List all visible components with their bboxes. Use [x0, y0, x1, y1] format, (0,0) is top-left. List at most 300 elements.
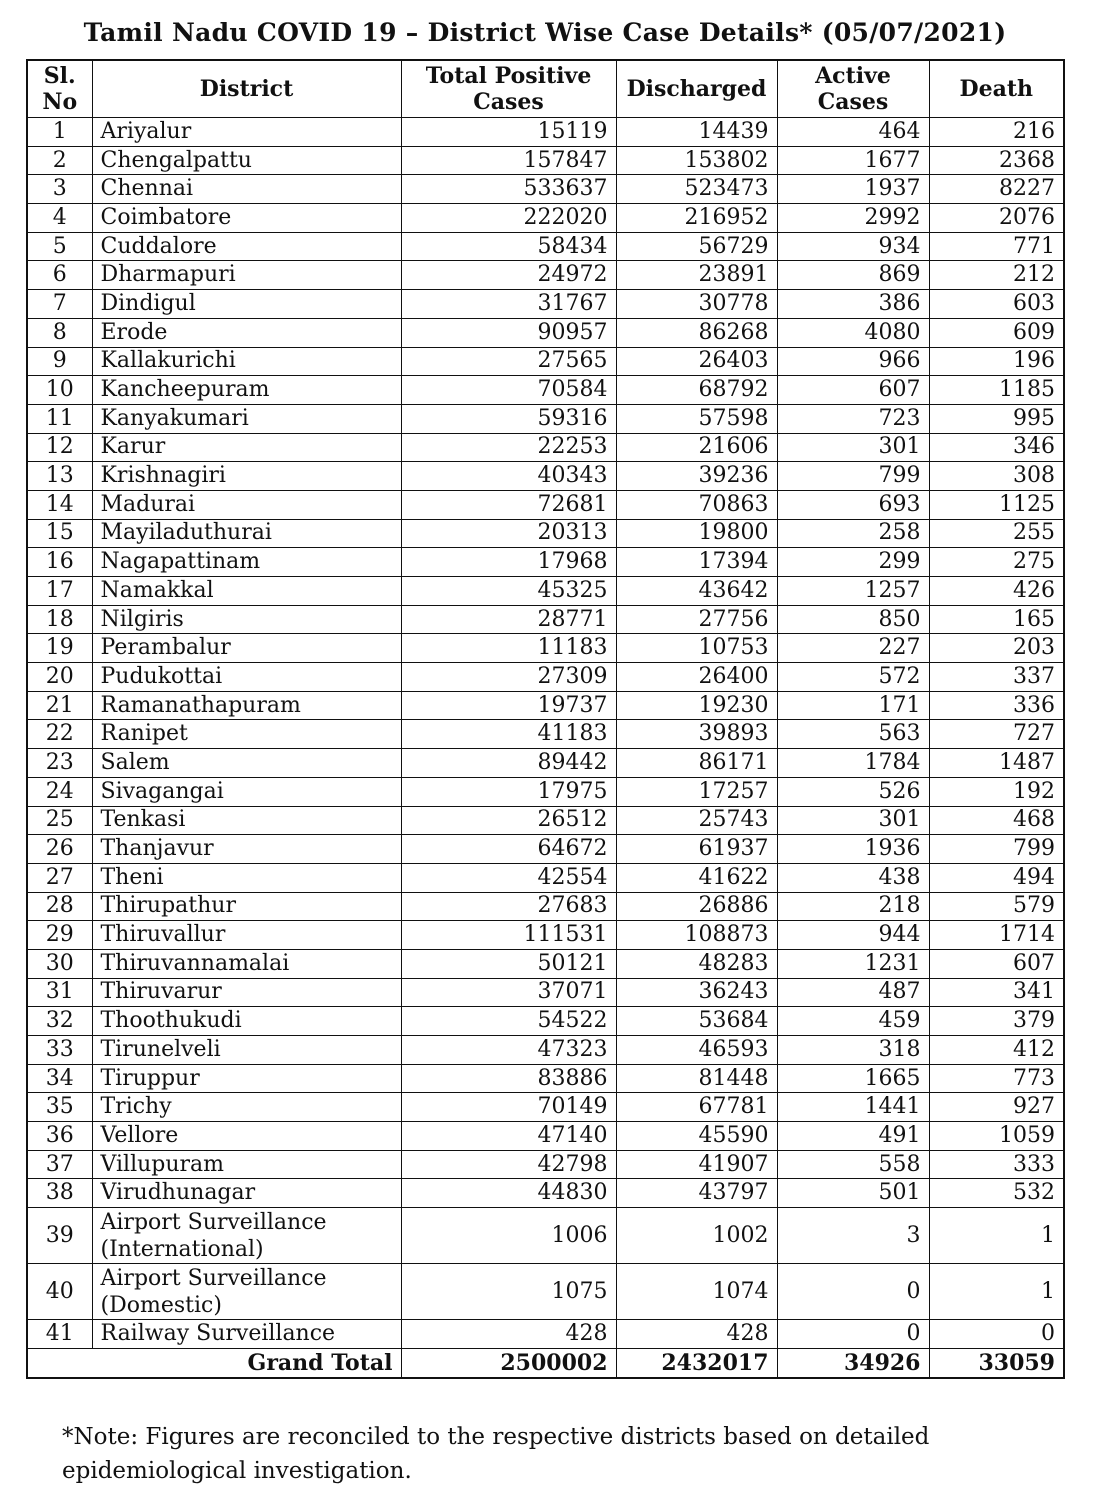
- cell-active: 526: [777, 777, 929, 806]
- table-row: [27, 892, 1064, 921]
- cell-sl-no: 37: [27, 1150, 92, 1179]
- cell-discharged: 19230: [616, 691, 777, 720]
- cell-total-positive: 15119: [401, 118, 616, 147]
- cell-district: Nilgiris: [92, 605, 401, 634]
- cell-death: 1714: [929, 921, 1064, 950]
- cell-sl-no: 22: [27, 720, 92, 749]
- cell-total-positive: 157847: [401, 146, 616, 175]
- cell-discharged: 86171: [616, 749, 777, 778]
- cell-total-positive: 58434: [401, 232, 616, 261]
- cell-death: 773: [929, 1064, 1064, 1093]
- table-row: [27, 1179, 1064, 1208]
- cell-death: 426: [929, 577, 1064, 606]
- cell-sl-no: 33: [27, 1036, 92, 1065]
- cell-active: 318: [777, 1036, 929, 1065]
- cell-discharged: 27756: [616, 605, 777, 634]
- cell-death: 341: [929, 978, 1064, 1007]
- cell-death: 212: [929, 261, 1064, 290]
- cell-discharged: 45590: [616, 1122, 777, 1151]
- cell-sl-no: 15: [27, 519, 92, 548]
- cell-district: Cuddalore: [92, 232, 401, 261]
- cell-discharged: 17394: [616, 548, 777, 577]
- cell-total-positive: 41183: [401, 720, 616, 749]
- cell-sl-no: 3: [27, 175, 92, 204]
- page-title: Tamil Nadu COVID 19 – District Wise Case Details* (05/07/2021): [83, 18, 1007, 47]
- cell-total-positive: 22253: [401, 433, 616, 462]
- table-row: [27, 1208, 1064, 1264]
- cell-total-positive: 54522: [401, 1007, 616, 1036]
- cell-death: 579: [929, 892, 1064, 921]
- cell-sl-no: 23: [27, 749, 92, 778]
- cell-active: 2992: [777, 204, 929, 233]
- cell-district: Theni: [92, 863, 401, 892]
- cell-sl-no: 34: [27, 1064, 92, 1093]
- cell-total-positive: 19737: [401, 691, 616, 720]
- cell-total-positive: 1006: [401, 1208, 616, 1264]
- cell-sl-no: 14: [27, 490, 92, 519]
- cell-district: Airport Surveillance (International): [92, 1208, 401, 1264]
- table-row: [27, 290, 1064, 319]
- table-row: [27, 749, 1064, 778]
- cell-sl-no: 24: [27, 777, 92, 806]
- cell-discharged: 1074: [616, 1264, 777, 1320]
- cell-total-positive: 27683: [401, 892, 616, 921]
- cell-total-positive: 1075: [401, 1264, 616, 1320]
- cell-sl-no: 6: [27, 261, 92, 290]
- cell-total-positive: 428: [401, 1320, 616, 1349]
- cell-sl-no: 13: [27, 462, 92, 491]
- cell-total-positive: 45325: [401, 577, 616, 606]
- table-row: [27, 663, 1064, 692]
- cell-death: 337: [929, 663, 1064, 692]
- cell-sl-no: 21: [27, 691, 92, 720]
- cell-total-positive: 47323: [401, 1036, 616, 1065]
- table-row: [27, 204, 1064, 233]
- table-header: [27, 60, 1064, 118]
- cell-district: Kancheepuram: [92, 376, 401, 405]
- cell-district: Tenkasi: [92, 806, 401, 835]
- cell-total-positive: 222020: [401, 204, 616, 233]
- cell-active: 1937: [777, 175, 929, 204]
- cell-discharged: 67781: [616, 1093, 777, 1122]
- cell-district: Virudhunagar: [92, 1179, 401, 1208]
- cell-death: 468: [929, 806, 1064, 835]
- cell-district: Karur: [92, 433, 401, 462]
- cell-discharged: 70863: [616, 490, 777, 519]
- cell-sl-no: 19: [27, 634, 92, 663]
- cell-district: Dindigul: [92, 290, 401, 319]
- cell-active: 1936: [777, 835, 929, 864]
- cell-sl-no: 38: [27, 1179, 92, 1208]
- cell-death: 336: [929, 691, 1064, 720]
- cell-discharged: 1002: [616, 1208, 777, 1264]
- cell-death: 995: [929, 404, 1064, 433]
- cell-sl-no: 1: [27, 118, 92, 147]
- cell-discharged: 428: [616, 1320, 777, 1349]
- cell-total-positive: 31767: [401, 290, 616, 319]
- cell-death: 1185: [929, 376, 1064, 405]
- cell-active: 0: [777, 1320, 929, 1349]
- cell-total-positive: 533637: [401, 175, 616, 204]
- cell-discharged: 216952: [616, 204, 777, 233]
- cell-death: 607: [929, 949, 1064, 978]
- cell-sl-no: 18: [27, 605, 92, 634]
- table-row: [27, 404, 1064, 433]
- grand-total-active: 34926: [777, 1348, 929, 1378]
- cell-total-positive: 90957: [401, 318, 616, 347]
- cell-active: 227: [777, 634, 929, 663]
- cell-death: 255: [929, 519, 1064, 548]
- cell-active: 438: [777, 863, 929, 892]
- cell-active: 944: [777, 921, 929, 950]
- table-row: [27, 1150, 1064, 1179]
- cell-death: 196: [929, 347, 1064, 376]
- cell-active: 1441: [777, 1093, 929, 1122]
- cell-discharged: 10753: [616, 634, 777, 663]
- cell-discharged: 108873: [616, 921, 777, 950]
- cell-district: Ariyalur: [92, 118, 401, 147]
- cell-death: 1059: [929, 1122, 1064, 1151]
- cell-total-positive: 24972: [401, 261, 616, 290]
- cell-total-positive: 40343: [401, 462, 616, 491]
- cell-sl-no: 35: [27, 1093, 92, 1122]
- cell-sl-no: 26: [27, 835, 92, 864]
- cell-sl-no: 27: [27, 863, 92, 892]
- cell-death: 727: [929, 720, 1064, 749]
- cell-total-positive: 47140: [401, 1122, 616, 1151]
- cell-death: 1: [929, 1264, 1064, 1320]
- cell-active: 299: [777, 548, 929, 577]
- cell-district: Tirunelveli: [92, 1036, 401, 1065]
- cell-sl-no: 10: [27, 376, 92, 405]
- cell-total-positive: 28771: [401, 605, 616, 634]
- cell-death: 532: [929, 1179, 1064, 1208]
- cell-discharged: 61937: [616, 835, 777, 864]
- cell-sl-no: 8: [27, 318, 92, 347]
- cell-district: Mayiladuthurai: [92, 519, 401, 548]
- cell-district: Chennai: [92, 175, 401, 204]
- cell-total-positive: 50121: [401, 949, 616, 978]
- cell-active: 693: [777, 490, 929, 519]
- cell-death: 771: [929, 232, 1064, 261]
- cell-total-positive: 42798: [401, 1150, 616, 1179]
- cell-active: 850: [777, 605, 929, 634]
- table-footer: [27, 1348, 1064, 1378]
- table-row: [27, 1036, 1064, 1065]
- table-body: [27, 118, 1064, 1349]
- cell-sl-no: 30: [27, 949, 92, 978]
- table-row: [27, 777, 1064, 806]
- cell-district: Thoothukudi: [92, 1007, 401, 1036]
- cell-discharged: 39893: [616, 720, 777, 749]
- cell-total-positive: 72681: [401, 490, 616, 519]
- cell-active: 1784: [777, 749, 929, 778]
- cell-total-positive: 17975: [401, 777, 616, 806]
- cell-discharged: 43642: [616, 577, 777, 606]
- cell-district: Krishnagiri: [92, 462, 401, 491]
- cell-active: 558: [777, 1150, 929, 1179]
- cell-district: Madurai: [92, 490, 401, 519]
- cell-death: 1487: [929, 749, 1064, 778]
- cell-district: Sivagangai: [92, 777, 401, 806]
- table-row: [27, 175, 1064, 204]
- cell-sl-no: 9: [27, 347, 92, 376]
- cell-active: 301: [777, 433, 929, 462]
- cell-active: 4080: [777, 318, 929, 347]
- table-row: [27, 490, 1064, 519]
- cell-district: Chengalpattu: [92, 146, 401, 175]
- cell-discharged: 68792: [616, 376, 777, 405]
- cell-death: 0: [929, 1320, 1064, 1349]
- cell-district: Salem: [92, 749, 401, 778]
- cell-district: Nagapattinam: [92, 548, 401, 577]
- table-row: [27, 118, 1064, 147]
- cell-district: Tiruppur: [92, 1064, 401, 1093]
- cell-death: 799: [929, 835, 1064, 864]
- table-row: [27, 806, 1064, 835]
- cell-sl-no: 28: [27, 892, 92, 921]
- header-district: District: [92, 60, 401, 118]
- cell-active: 459: [777, 1007, 929, 1036]
- cell-active: 869: [777, 261, 929, 290]
- table-row: [27, 318, 1064, 347]
- cell-district: Thiruvarur: [92, 978, 401, 1007]
- grand-total-positive: 2500002: [401, 1348, 616, 1378]
- cell-discharged: 26403: [616, 347, 777, 376]
- cell-district: Pudukottai: [92, 663, 401, 692]
- cell-discharged: 21606: [616, 433, 777, 462]
- cell-active: 218: [777, 892, 929, 921]
- cell-district: Trichy: [92, 1093, 401, 1122]
- cell-discharged: 23891: [616, 261, 777, 290]
- cell-total-positive: 111531: [401, 921, 616, 950]
- cell-district: Dharmapuri: [92, 261, 401, 290]
- cell-sl-no: 29: [27, 921, 92, 950]
- cell-death: 494: [929, 863, 1064, 892]
- cell-death: 165: [929, 605, 1064, 634]
- table-row: [27, 691, 1064, 720]
- table-row: [27, 835, 1064, 864]
- cell-death: 346: [929, 433, 1064, 462]
- cell-total-positive: 59316: [401, 404, 616, 433]
- cell-active: 563: [777, 720, 929, 749]
- cell-sl-no: 4: [27, 204, 92, 233]
- cell-total-positive: 70584: [401, 376, 616, 405]
- cell-active: 1677: [777, 146, 929, 175]
- cell-discharged: 53684: [616, 1007, 777, 1036]
- cell-discharged: 30778: [616, 290, 777, 319]
- cell-sl-no: 31: [27, 978, 92, 1007]
- table-row: [27, 433, 1064, 462]
- cell-discharged: 26886: [616, 892, 777, 921]
- table-row: [27, 462, 1064, 491]
- cell-death: 308: [929, 462, 1064, 491]
- cell-death: 2368: [929, 146, 1064, 175]
- cell-death: 609: [929, 318, 1064, 347]
- cell-discharged: 19800: [616, 519, 777, 548]
- cell-total-positive: 70149: [401, 1093, 616, 1122]
- cell-death: 333: [929, 1150, 1064, 1179]
- cell-sl-no: 5: [27, 232, 92, 261]
- cell-sl-no: 11: [27, 404, 92, 433]
- table-row: [27, 949, 1064, 978]
- cell-active: 799: [777, 462, 929, 491]
- cell-discharged: 57598: [616, 404, 777, 433]
- cell-active: 258: [777, 519, 929, 548]
- cell-discharged: 25743: [616, 806, 777, 835]
- cell-discharged: 81448: [616, 1064, 777, 1093]
- cell-sl-no: 25: [27, 806, 92, 835]
- table-row: [27, 1064, 1064, 1093]
- cell-district: Erode: [92, 318, 401, 347]
- cell-death: 1: [929, 1208, 1064, 1264]
- table-row: [27, 863, 1064, 892]
- cell-district: Perambalur: [92, 634, 401, 663]
- cell-sl-no: 39: [27, 1208, 92, 1264]
- cell-discharged: 41907: [616, 1150, 777, 1179]
- cell-active: 572: [777, 663, 929, 692]
- cell-discharged: 43797: [616, 1179, 777, 1208]
- cell-active: 1257: [777, 577, 929, 606]
- cell-discharged: 56729: [616, 232, 777, 261]
- cell-total-positive: 11183: [401, 634, 616, 663]
- table-row: [27, 519, 1064, 548]
- table-row: [27, 548, 1064, 577]
- cell-total-positive: 26512: [401, 806, 616, 835]
- table-row: [27, 146, 1064, 175]
- header-discharged: Discharged: [616, 60, 777, 118]
- cell-active: 171: [777, 691, 929, 720]
- cell-death: 192: [929, 777, 1064, 806]
- cell-district: Ranipet: [92, 720, 401, 749]
- cell-active: 607: [777, 376, 929, 405]
- header-sl-no: Sl. No: [27, 60, 92, 118]
- cell-death: 379: [929, 1007, 1064, 1036]
- table-row: [27, 232, 1064, 261]
- cell-discharged: 17257: [616, 777, 777, 806]
- table-row: [27, 605, 1064, 634]
- table-row: [27, 1320, 1064, 1349]
- cell-discharged: 41622: [616, 863, 777, 892]
- cell-district: Thiruvallur: [92, 921, 401, 950]
- cell-death: 927: [929, 1093, 1064, 1122]
- cell-active: 464: [777, 118, 929, 147]
- cell-sl-no: 17: [27, 577, 92, 606]
- header-death: Death: [929, 60, 1064, 118]
- cell-death: 1125: [929, 490, 1064, 519]
- cell-district: Railway Surveillance: [92, 1320, 401, 1349]
- cell-active: 3: [777, 1208, 929, 1264]
- cell-total-positive: 27565: [401, 347, 616, 376]
- table-row: [27, 261, 1064, 290]
- cell-active: 1231: [777, 949, 929, 978]
- cell-active: 386: [777, 290, 929, 319]
- cell-active: 723: [777, 404, 929, 433]
- cell-death: 2076: [929, 204, 1064, 233]
- cell-sl-no: 36: [27, 1122, 92, 1151]
- cell-death: 203: [929, 634, 1064, 663]
- cell-sl-no: 41: [27, 1320, 92, 1349]
- cell-district: Thirupathur: [92, 892, 401, 921]
- footnote: *Note: Figures are reconciled to the respective districts based on detailed epidemiological investigation.: [62, 1424, 930, 1484]
- cell-active: 1665: [777, 1064, 929, 1093]
- cell-total-positive: 44830: [401, 1179, 616, 1208]
- grand-total-death: 33059: [929, 1348, 1064, 1378]
- cell-sl-no: 20: [27, 663, 92, 692]
- table-row: [27, 720, 1064, 749]
- table-row: [27, 1007, 1064, 1036]
- cell-total-positive: 42554: [401, 863, 616, 892]
- cell-district: Villupuram: [92, 1150, 401, 1179]
- cell-district: Vellore: [92, 1122, 401, 1151]
- cell-sl-no: 32: [27, 1007, 92, 1036]
- cell-discharged: 153802: [616, 146, 777, 175]
- table-row: [27, 634, 1064, 663]
- table-row: [27, 347, 1064, 376]
- cell-total-positive: 27309: [401, 663, 616, 692]
- district-case-table: [26, 59, 1065, 1379]
- cell-active: 501: [777, 1179, 929, 1208]
- table-row: [27, 1122, 1064, 1151]
- cell-district: Thanjavur: [92, 835, 401, 864]
- cell-sl-no: 40: [27, 1264, 92, 1320]
- cell-active: 487: [777, 978, 929, 1007]
- table-row: [27, 921, 1064, 950]
- cell-sl-no: 12: [27, 433, 92, 462]
- table-row: [27, 1264, 1064, 1320]
- cell-total-positive: 64672: [401, 835, 616, 864]
- cell-active: 0: [777, 1264, 929, 1320]
- cell-discharged: 86268: [616, 318, 777, 347]
- cell-total-positive: 89442: [401, 749, 616, 778]
- cell-death: 216: [929, 118, 1064, 147]
- table-row: [27, 978, 1064, 1007]
- cell-discharged: 48283: [616, 949, 777, 978]
- cell-discharged: 39236: [616, 462, 777, 491]
- cell-sl-no: 7: [27, 290, 92, 319]
- grand-total-label: Grand Total: [27, 1348, 401, 1378]
- cell-death: 275: [929, 548, 1064, 577]
- cell-district: Coimbatore: [92, 204, 401, 233]
- cell-district: Kallakurichi: [92, 347, 401, 376]
- cell-total-positive: 37071: [401, 978, 616, 1007]
- cell-total-positive: 83886: [401, 1064, 616, 1093]
- cell-death: 603: [929, 290, 1064, 319]
- cell-district: Namakkal: [92, 577, 401, 606]
- cell-sl-no: 16: [27, 548, 92, 577]
- cell-district: Kanyakumari: [92, 404, 401, 433]
- cell-district: Ramanathapuram: [92, 691, 401, 720]
- header-total-positive: Total Positive Cases: [401, 60, 616, 118]
- cell-active: 934: [777, 232, 929, 261]
- table-row: [27, 577, 1064, 606]
- cell-active: 301: [777, 806, 929, 835]
- header-active: Active Cases: [777, 60, 929, 118]
- cell-total-positive: 17968: [401, 548, 616, 577]
- cell-discharged: 46593: [616, 1036, 777, 1065]
- cell-death: 8227: [929, 175, 1064, 204]
- cell-total-positive: 20313: [401, 519, 616, 548]
- cell-discharged: 36243: [616, 978, 777, 1007]
- cell-death: 412: [929, 1036, 1064, 1065]
- grand-total-discharged: 2432017: [616, 1348, 777, 1378]
- cell-district: Airport Surveillance (Domestic): [92, 1264, 401, 1320]
- grand-total-row: [27, 1348, 1064, 1378]
- cell-discharged: 523473: [616, 175, 777, 204]
- cell-active: 491: [777, 1122, 929, 1151]
- cell-discharged: 26400: [616, 663, 777, 692]
- table-row: [27, 376, 1064, 405]
